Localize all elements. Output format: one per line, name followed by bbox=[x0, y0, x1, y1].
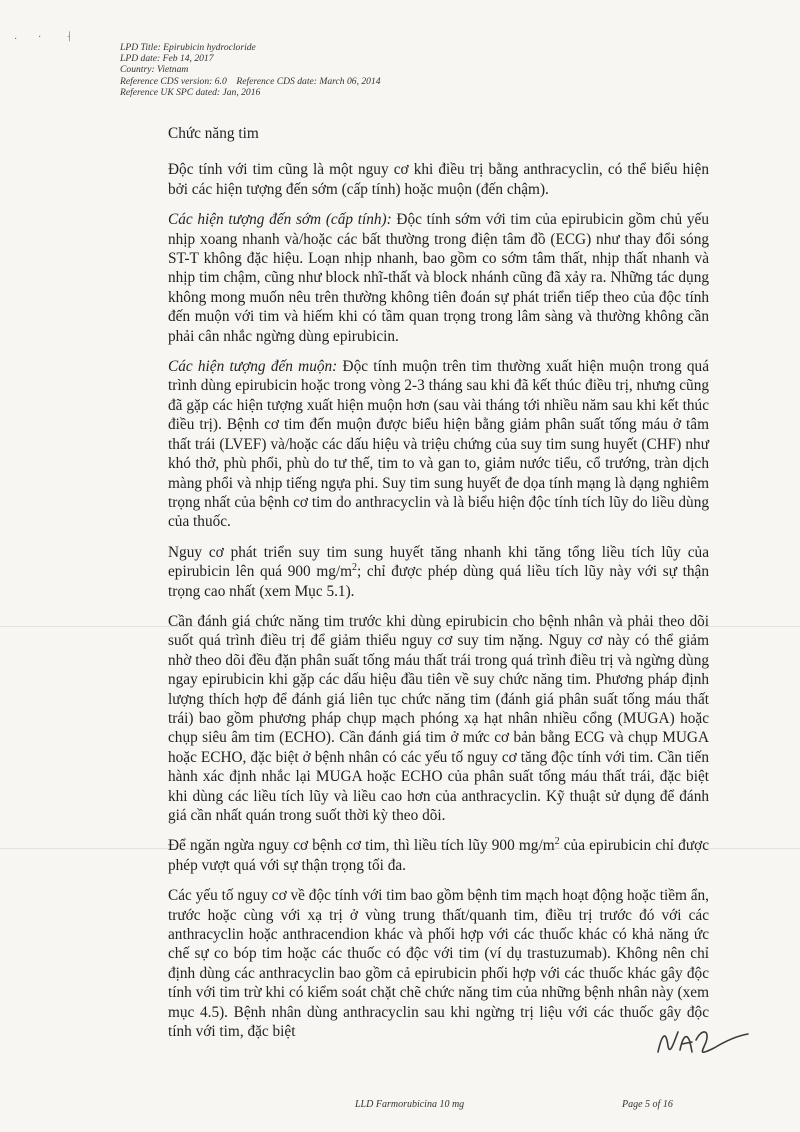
paragraph-risk-factors: Các yếu tố nguy cơ về độc tính với tim bao gồm bệnh tim mạch hoạt động hoặc tiềm ẩn, trước hoặc cùng với xạ trị ở vùng trung thất/quanh tim, điều trị trước đó với các anthracyclin hoặc anthracendion khác và phối hợp với các thuốc khác có khả năng ức chế sự co bóp tim hoặc các thuốc có độc với tim (ví dụ trastuzumab). Không nên chỉ định dùng các anthracyclin bao gồm cả epirubicin phối hợp với các thuốc khác gây độc tính với tim trừ khi có kiểm soát chặt chẽ chức năng tim của những bệnh nhân này (xem mục 4.5). Bệnh nhân dùng anthracyclin sau khi ngừng trị liệu với các thuốc gây độc tính với tim, đặc biệt bbox=[168, 887, 709, 1041]
superscript: 2 bbox=[554, 836, 560, 848]
late-effects-text: Độc tính muộn trên tim thường xuất hiện muộn trong quá trình dùng epirubicin hoặc trong vòng 2-3 tháng sau khi đã kết thúc điều trị, nhưng cũng đã gặp các hiện tượng xuất hiện muộn hơn (sau vài tháng tới nhiều năm sau khi kết thúc điều trị). Bệnh cơ tim đến muộn được biểu hiện bằng giảm phân suất tống máu ở tâm thất trái (LVEF) và/hoặc các dấu hiệu và triệu chứng của suy tim sung huyết (CHF) như khó thở, phù phổi, phù do tư thế, tim to và gan to, giảm nước tiểu, cổ trướng, tràn dịch màng phổi và nhịp tiếng ngựa phi. Suy tim sung huyết đe dọa tính mạng là dạng nghiêm trọng nhất của bệnh cơ tim do anthracyclin và là biểu hiện độc tính tích lũy do liều dùng của thuốc. bbox=[168, 358, 709, 531]
document-body bbox=[168, 124, 709, 1052]
cumulative-dose-text-end: ; chỉ được phép dùng quá liều tích lũy này với sự thận trọng cao nhất (xem Mục 5.1). bbox=[168, 563, 709, 600]
paragraph-early-effects bbox=[168, 210, 709, 346]
late-effects-lead: Các hiện tượng đến muộn: bbox=[168, 358, 338, 376]
early-effects-text: Độc tính sớm với tim của epirubicin gồm chủ yếu nhịp xoang nhanh và/hoặc các bất thường trong điện tâm đồ (ECG) như thay đổi sóng ST-T không đặc hiệu. Loạn nhịp nhanh, bao gồm co sớm tâm thất, nhịp thất nhanh và nhịp tim chậm, cũng như block nhĩ-thất và block nhánh cũng đã xảy ra. Những tác dụng không mong muốn nêu trên thường không tiên đoán sự phát triển tiếp theo của độc tính đến muộn với tim và hiếm khi có tầm quan trọng trong lâm sàng và thường không cần phải cân nhắc ngừng dùng epirubicin. bbox=[168, 211, 709, 345]
superscript: 2 bbox=[352, 562, 358, 574]
scan-mark-tick: ⸡ bbox=[66, 31, 72, 42]
prevention-text: Để ngăn ngừa nguy cơ bệnh cơ tim, thì liều tích lũy 900 mg/m bbox=[168, 837, 555, 855]
early-effects-lead: Các hiện tượng đến sớm (cấp tính): bbox=[168, 211, 392, 229]
reference-uk-spc: Reference UK SPC dated: Jan, 2016 bbox=[120, 86, 261, 98]
footer-page-number: Page 5 of 16 bbox=[622, 1099, 673, 1110]
paragraph-late-effects bbox=[168, 357, 709, 532]
lpd-date: LPD date: Feb 14, 2017 bbox=[120, 53, 214, 65]
paragraph-monitoring: Cần đánh giá chức năng tim trước khi dùng epirubicin cho bệnh nhân và phải theo dõi suốt quá trình điều trị để giảm thiểu nguy cơ suy tim nặng. Nguy cơ này có thể giảm nhờ theo dõi đều đặn phân suất tống máu thất trái trong quá trình điều trị và ngừng dùng ngay epirubicin khi gặp các dấu hiệu đầu tiên về suy chức năng tim. Phương pháp định lượng thích hợp để đánh giá liên tục chức năng tim (đánh giá phân suất tống máu thất trái) bao gồm phương pháp chụp mạch phóng xạ hạt nhân nhiều cổng (MUGA) hoặc chụp siêu âm tim (ECHO). Cần đánh giá tim ở mức cơ bản bằng ECG và chụp MUGA hoặc ECHO, đặc biệt ở bệnh nhân có các yếu tố nguy cơ tăng độc tính với tim. Cần tiến hành xác định nhắc lại MUGA hoặc ECHO của phân suất tống máu thất trái, đặc biệt khi dùng các liều tích lũy và liều cao hơn của anthracyclin. Kỹ thuật sử dụng để đánh giá cần nhất quán trong suốt thời kỳ theo dõi. bbox=[168, 612, 709, 824]
reference-cds: Reference CDS version: 6.0 Reference CDS date: March 06, 2014 bbox=[120, 75, 381, 87]
lpd-title: LPD Title: Epirubicin hydrocloride bbox=[120, 42, 256, 53]
section-title: Chức năng tim bbox=[168, 125, 259, 142]
paragraph-prevention bbox=[168, 836, 709, 875]
document-header bbox=[120, 42, 520, 98]
prevention-text-end: của epirubicin chỉ được phép vượt quá với sự thận trọng tối đa. bbox=[168, 837, 709, 874]
cumulative-dose-text: Nguy cơ phát triển suy tim sung huyết tăng nhanh khi tăng tổng liều tích lũy của epirubicin lên quá 900 mg/m bbox=[168, 543, 709, 581]
scan-mark-dot: · bbox=[38, 32, 42, 43]
country: Country: Vietnam bbox=[120, 64, 189, 76]
scan-mark-dot: · bbox=[14, 34, 18, 45]
footer-product: LLD Farmorubicina 10 mg bbox=[355, 1099, 465, 1110]
handwritten-initials bbox=[652, 1012, 752, 1067]
paragraph-intro: Độc tính với tim cũng là một nguy cơ khi điều trị bằng anthracyclin, có thể biểu hiện bởi các hiện tượng đến sớm (cấp tính) hoặc muộn (đến chậm). bbox=[168, 161, 709, 198]
paragraph-cumulative-dose bbox=[168, 543, 709, 601]
